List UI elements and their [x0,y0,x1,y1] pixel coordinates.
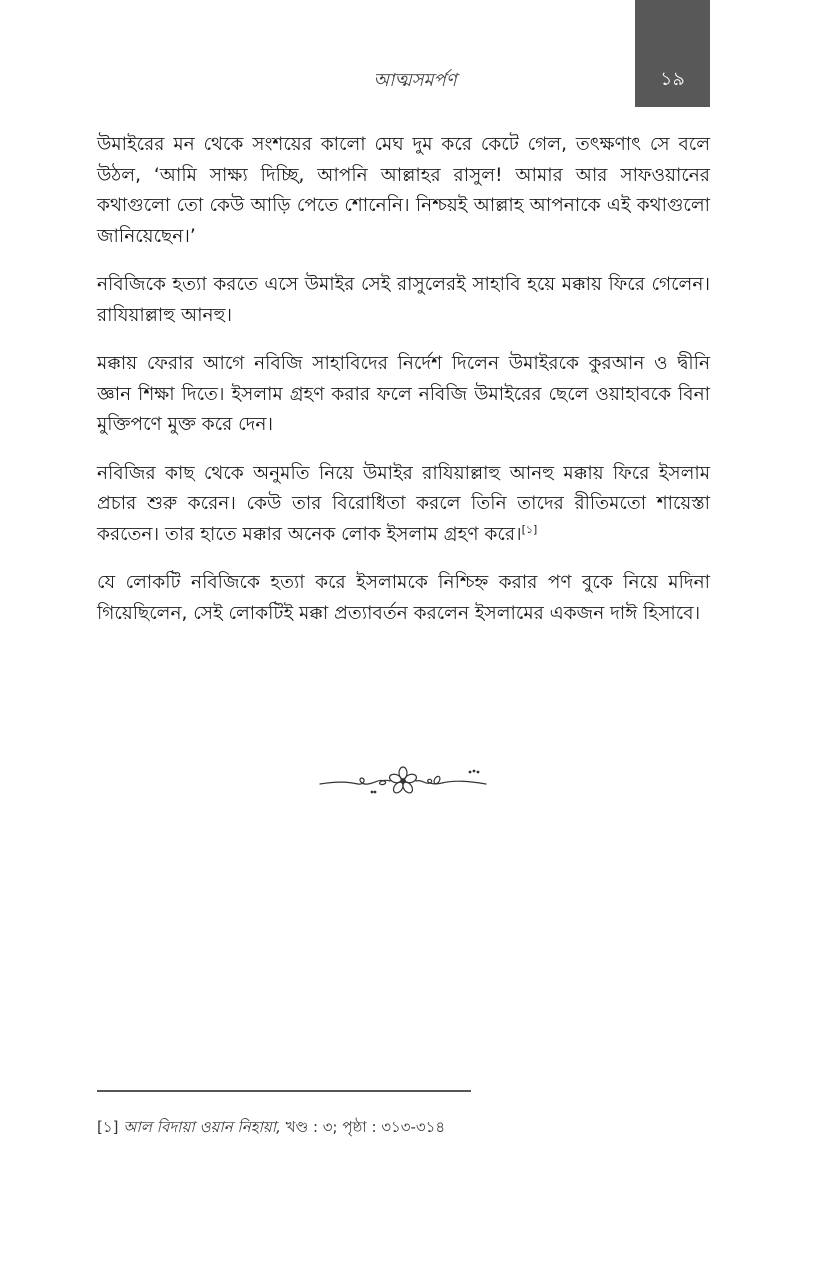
paragraph-5: যে লোকটি নবিজিকে হত্যা করে ইসলামকে নিশ্চিহ্ন করার পণ বুকে নিয়ে মদিনা গিয়েছিলেন, সেই লোকটিই মক্কা প্রত্যাবর্তন করলেন ইসলামের একজন দাঈ হিসাবে। [97,572,710,624]
footnote-1 [97,1116,697,1141]
footnote-source-title: আল বিদায়া ওয়ান নিহায়া, [123,1118,281,1136]
footnote-source-details: খণ্ড : ৩; পৃষ্ঠা : ৩১৩-৩১৪ [280,1118,446,1136]
floral-divider-icon [318,765,488,797]
footnote-reference[interactable]: [১] [521,522,538,536]
footnote-divider [97,1090,471,1092]
paragraph-4-text: নবিজির কাছ থেকে অনুমতি নিয়ে উমাইর রাযিয়াল্লাহু আনহু মক্কায় ফিরে ইসলাম প্রচার শুরু করেন। কেউ তার বিরোধিতা করলে তিনি তাদের রীতিমতো শায়েস্তা করতেন। তার হাতে মক্কার অনেক লোক ইসলাম গ্রহণ করে। [97,462,710,545]
running-header-title: আত্মসমর্পণ [373,70,457,91]
page-number-box [635,0,710,107]
paragraph-2: নবিজিকে হত্যা করতে এসে উমাইর সেই রাসুলেরই সাহাবি হয়ে মক্কায় ফিরে গেলেন। রাযিয়াল্লাহু আনহু। [97,274,710,326]
paragraph-4 [97,459,710,551]
paragraph-3: মক্কায় ফেরার আগে নবিজি সাহাবিদের নির্দেশ দিলেন উমাইরকে কুরআন ও দ্বীনি জ্ঞান শিক্ষা দিতে। ইসলাম গ্রহণ করার ফলে নবিজি উমাইরের ছেলে ওয়াহাবকে বিনা মুক্তিপণে মুক্ত করে দেন। [97,353,710,435]
page-number: ১৯ [660,68,685,90]
paragraph-1: উমাইরের মন থেকে সংশয়ের কালো মেঘ দুম করে কেটে গেল, তৎক্ষণাৎ সে বলে উঠল, ‘আমি সাক্ষ্য দিচ্ছি, আপনি আল্লাহর রাসুল! আমার আর সাফওয়ানের কথাগুলো তো কেউ আড়ি পেতে শোনেনি। নিশ্চয়ই আল্লাহ আপনাকে এই কথাগুলো জানিয়েছেন।’ [97,134,710,247]
footnote-marker: [১] [97,1118,119,1136]
body-text [97,130,710,647]
